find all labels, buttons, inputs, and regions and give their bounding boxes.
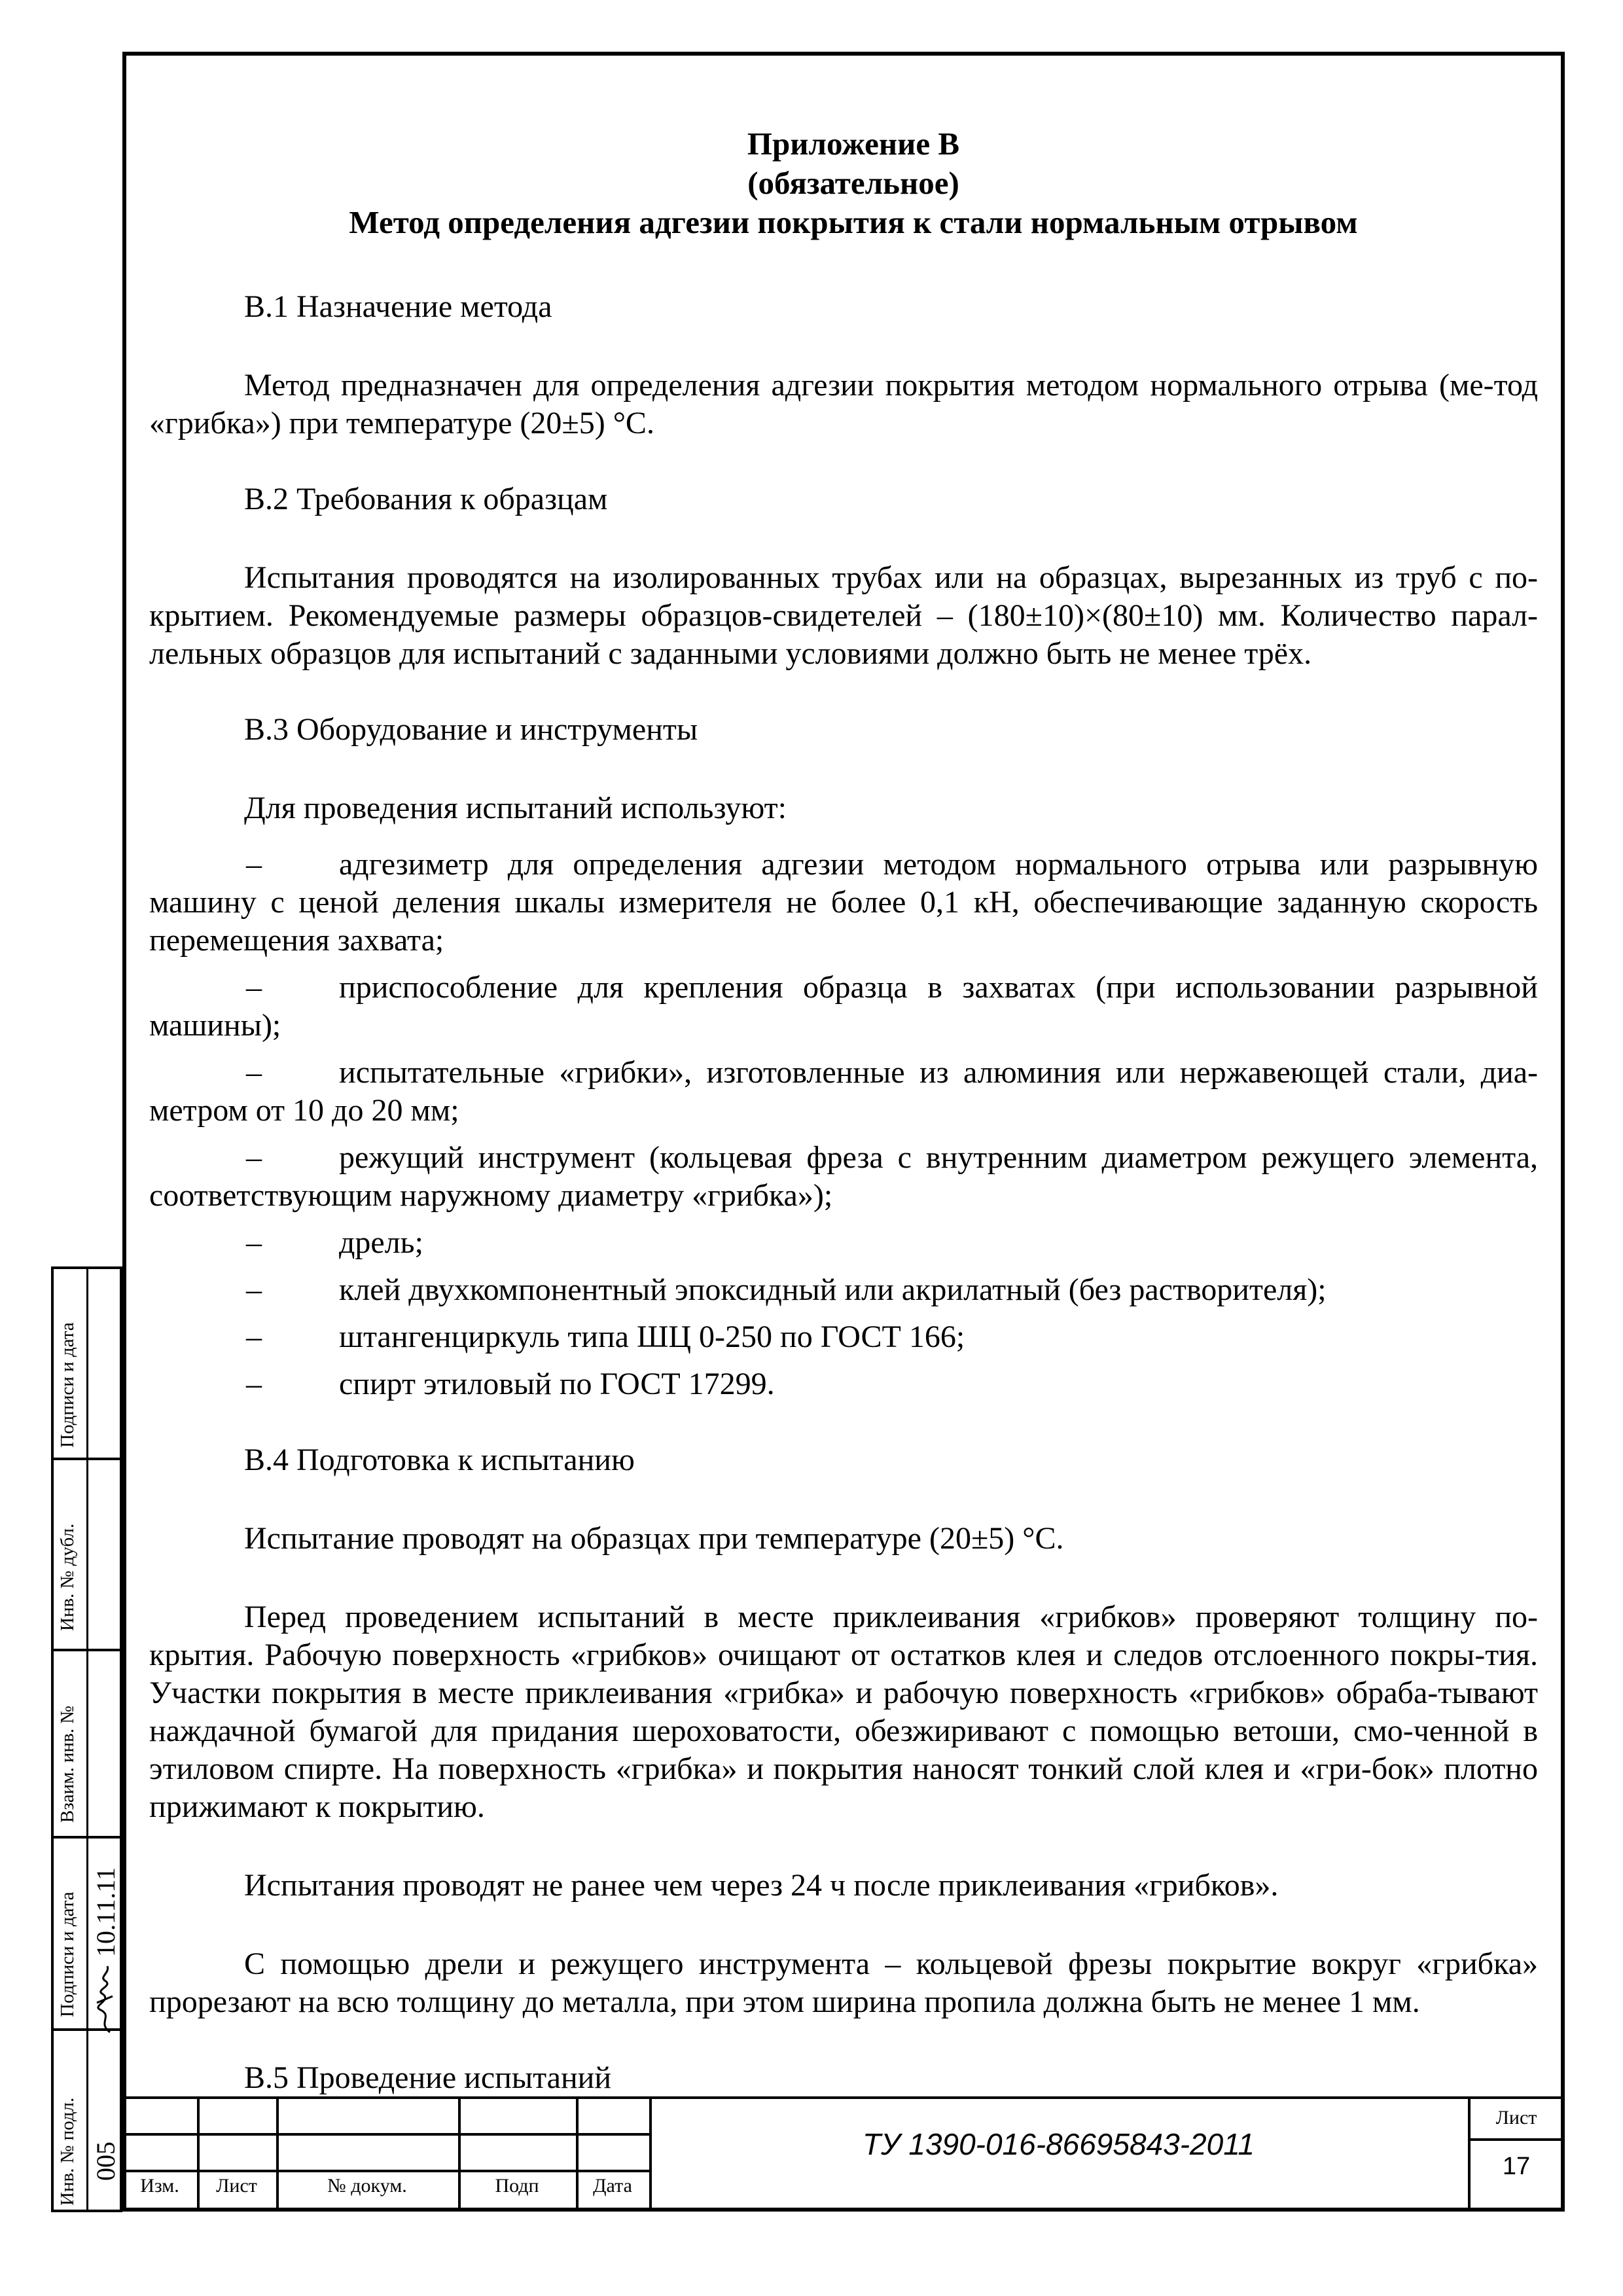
section-text-b1: Метод предназначен для определения адгезии покрытия методом нормального отрыва (ме-тод «грибка») при температуре (20±5) °С. [149, 368, 1538, 440]
side-label-sign-date: Подписи и дата [57, 1322, 78, 1448]
list-bullet: – [246, 847, 262, 882]
section-text-b4-2: Перед проведением испытаний в месте приклеивания «грибков» проверяют толщину по-крытия. Рабочую поверхность «грибков» очищают от остатков клея и следов отслоенного покры-тия. Участки покрытия в месте приклеивания «грибка» и рабочую поверхность «грибков» обраба-тывают наждачной бумагой для придания шероховатости, обезжиривают с помощью ветоши, смо-ченной в этиловом спирте. На поверхность «грибка» и покрытия наносят тонкий слой клея и «гри-бок» плотно прижимают к покрытию. [149, 1600, 1538, 1824]
side-label-inv-podl: Инв. № подл. [57, 2097, 78, 2206]
stamp-label-data: Дата [593, 2175, 632, 2197]
section-heading-b4: В.4 Подготовка к испытанию [244, 1443, 635, 1477]
list-item: – клей двухкомпонентный эпоксидный или акрилатный (без растворителя); [149, 1271, 1538, 1309]
list-item: – штангенциркуль типа ШЦ 0-250 по ГОСТ 166; [149, 1318, 1538, 1356]
stamp-row-line [122, 2170, 649, 2172]
list-item: – дрель; [149, 1224, 1538, 1262]
stamp-row-line [122, 2133, 649, 2136]
section-intro-b3: Для проведения испытаний используют: [244, 791, 787, 825]
list-bullet: – [246, 1319, 262, 1354]
section-heading-b2: В.2 Требования к образцам [244, 482, 608, 516]
document-body [149, 124, 1538, 2097]
appendix-heading: Приложение В [747, 126, 960, 162]
list-bullet: – [246, 1272, 262, 1307]
appendix-subject: Метод определения адгезии покрытия к стали нормальным отрывом [349, 204, 1358, 240]
stamp-label-podp: Подп [495, 2175, 539, 2197]
list-item: – режущий инструмент (кольцевая фреза с внутренним диаметром режущего элемента, соответствующим наружному диаметру «грибка»); [149, 1140, 1538, 1213]
section-heading-b1: В.1 Назначение метода [244, 289, 552, 324]
list-bullet: – [246, 1225, 262, 1260]
list-bullet: – [246, 970, 262, 1005]
appendix-status: (обязательное) [747, 165, 959, 201]
equipment-list [149, 846, 1538, 1403]
stamp-sheet-line [1468, 2138, 1565, 2141]
title-block [122, 2096, 1565, 2212]
side-label-inv-dubl: Инв. № дубл. [57, 1523, 78, 1631]
section-text-b4-4: С помощью дрели и режущего инструмента – кольцевой фрезы покрытие вокруг «грибка» прорезают на всю толщину до металла, при этом ширина пропила должна быть не менее 1 мм. [149, 1946, 1538, 2019]
section-text-b2: Испытания проводятся на изолированных трубах или на образцах, вырезанных из труб с по-крытием. Рекомендуемые размеры образцов-свидетелей – (180±10)×(80±10) мм. Количество парал-лельных образцов для испытаний с заданными условиями должно быть не менее трёх. [149, 560, 1538, 671]
section-heading-b5: В.5 Проведение испытаний [244, 2060, 611, 2095]
list-bullet: – [246, 1140, 262, 1175]
side-strip-line [54, 1458, 122, 1460]
document-number: ТУ 1390-016-86695843-2011 [863, 2127, 1255, 2161]
side-inv-value: 005 [91, 2142, 120, 2181]
section-heading-b3: В.3 Оборудование и инструменты [244, 712, 698, 747]
side-date-value: 10.11.11 [91, 1867, 120, 1957]
list-item: – приспособление для крепления образца в захватах (при использовании разрывной машины); [149, 970, 1538, 1043]
sheet-label: Лист [1495, 2107, 1537, 2128]
side-strip-divider [86, 1269, 88, 2210]
side-label-vzaim: Взаим. инв. № [57, 1706, 78, 1823]
list-bullet: – [246, 1055, 262, 1090]
list-item: – адгезиметр для определения адгезии методом нормального отрыва или разрывную машину с ценой деления шкалы измерителя не более 0,1 кН, обеспечивающие заданную скорость перемещения захвата; [149, 847, 1538, 958]
stamp-label-list: Лист [216, 2175, 257, 2197]
section-text-b4-3: Испытания проводят не ранее чем через 24 ч после приклеивания «грибков». [244, 1868, 1279, 1903]
sheet-number: 17 [1502, 2153, 1531, 2180]
signature-image [90, 1957, 119, 2036]
list-item: – спирт этиловый по ГОСТ 17299. [149, 1365, 1538, 1403]
side-label-sign-date-2: Подписи и дата [57, 1892, 78, 2017]
section-text-b4-1: Испытание проводят на образцах при температуре (20±5) °С. [244, 1521, 1064, 1556]
side-strip-line [54, 1649, 122, 1651]
stamp-label-izm: Изм. [140, 2175, 179, 2197]
list-item: – испытательные «грибки», изготовленные из алюминия или нержавеющей стали, диа-метром от 10 до 20 мм; [149, 1055, 1538, 1128]
appendix-title [169, 124, 1538, 242]
stamp-label-dokum: № докум. [327, 2175, 407, 2197]
list-bullet: – [246, 1367, 262, 1401]
side-strip-line [54, 1836, 122, 1839]
stamp-top-line [122, 2096, 1565, 2099]
